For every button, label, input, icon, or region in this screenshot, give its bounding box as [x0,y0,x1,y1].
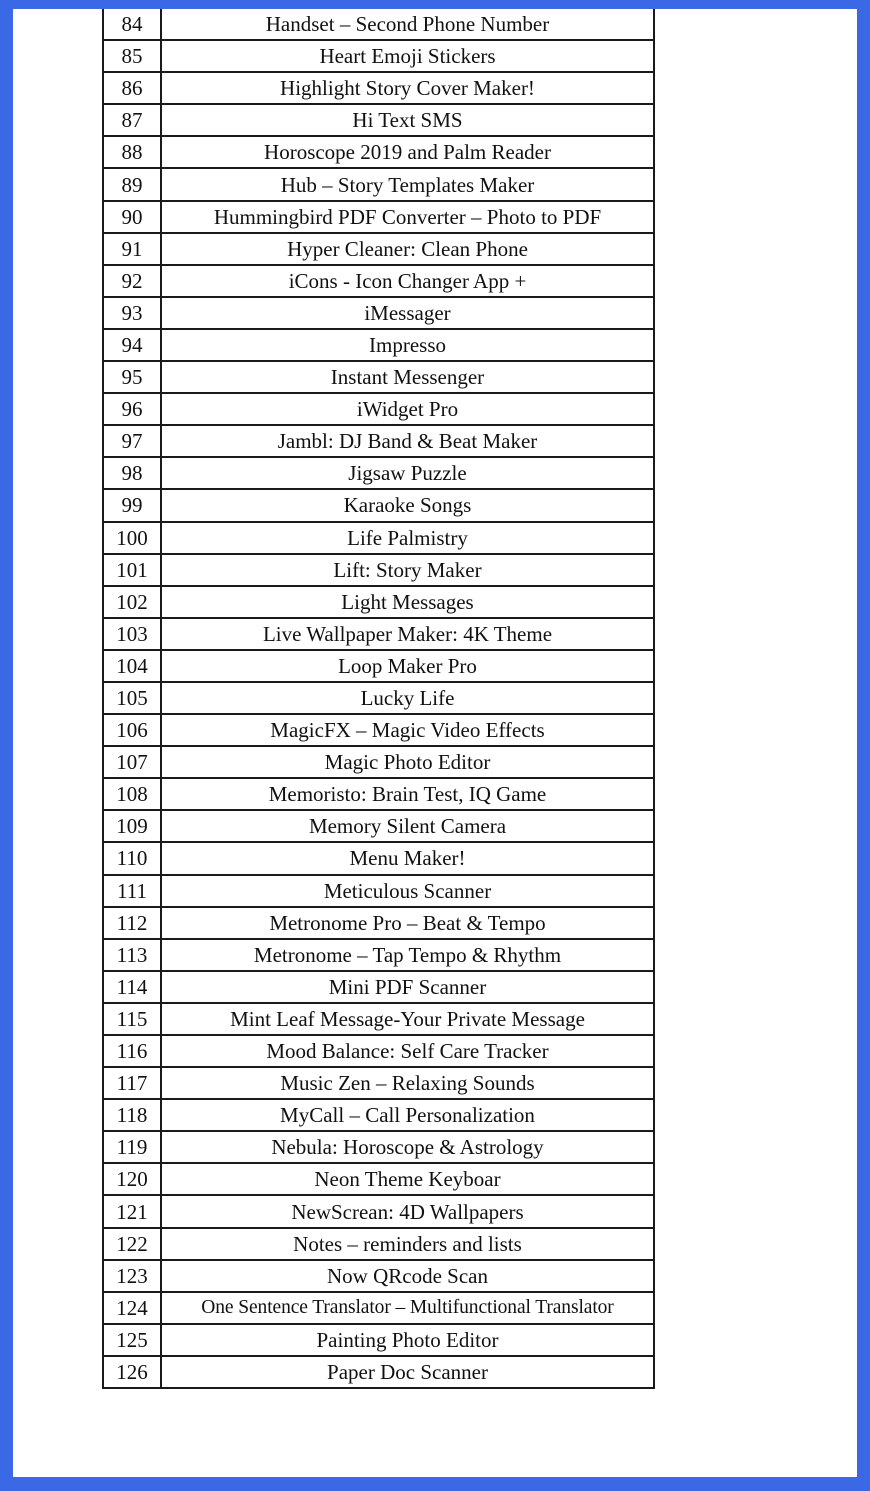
row-number: 102 [103,586,161,618]
row-number: 100 [103,522,161,554]
table-row [103,297,654,329]
app-name: Metronome – Tap Tempo & Rhythm [161,939,654,971]
table-row [103,746,654,778]
app-name: One Sentence Translator – Multifunctional Translator [161,1292,654,1324]
app-name: Loop Maker Pro [161,650,654,682]
table-row [103,682,654,714]
app-name: Nebula: Horoscope & Astrology [161,1131,654,1163]
app-name: Meticulous Scanner [161,875,654,907]
row-number: 112 [103,907,161,939]
table-row [103,714,654,746]
row-number: 87 [103,104,161,136]
app-name: Life Palmistry [161,522,654,554]
table-row [103,875,654,907]
row-number: 119 [103,1131,161,1163]
row-number: 91 [103,233,161,265]
table-row [103,233,654,265]
table-row [103,104,654,136]
app-name: Hub – Story Templates Maker [161,168,654,200]
app-name: Now QRcode Scan [161,1260,654,1292]
table-row [103,136,654,168]
table-row [103,778,654,810]
app-name: Instant Messenger [161,361,654,393]
app-name: Live Wallpaper Maker: 4K Theme [161,618,654,650]
app-list-table [102,9,655,1389]
app-name: Paper Doc Scanner [161,1356,654,1388]
app-name: Painting Photo Editor [161,1324,654,1356]
row-number: 114 [103,971,161,1003]
app-name: Impresso [161,329,654,361]
app-name: Mood Balance: Self Care Tracker [161,1035,654,1067]
table-row [103,1003,654,1035]
table-row [103,489,654,521]
table-row [103,1067,654,1099]
app-name: Magic Photo Editor [161,746,654,778]
table-row [103,40,654,72]
table-row [103,1131,654,1163]
app-name: iMessager [161,297,654,329]
app-name: Memory Silent Camera [161,810,654,842]
app-name: NewScrean: 4D Wallpapers [161,1195,654,1227]
row-number: 107 [103,746,161,778]
row-number: 121 [103,1195,161,1227]
row-number: 105 [103,682,161,714]
app-name: Notes – reminders and lists [161,1228,654,1260]
table-row [103,1035,654,1067]
row-number: 116 [103,1035,161,1067]
row-number: 115 [103,1003,161,1035]
table-row [103,9,654,40]
app-name: Memoristo: Brain Test, IQ Game [161,778,654,810]
table-row [103,907,654,939]
row-number: 86 [103,72,161,104]
table-row [103,425,654,457]
row-number: 117 [103,1067,161,1099]
row-number: 99 [103,489,161,521]
app-name: Mini PDF Scanner [161,971,654,1003]
app-name: iCons - Icon Changer App + [161,265,654,297]
row-number: 101 [103,554,161,586]
table-row [103,971,654,1003]
app-name: Jambl: DJ Band & Beat Maker [161,425,654,457]
table-row [103,1260,654,1292]
app-name: Lift: Story Maker [161,554,654,586]
app-name: iWidget Pro [161,393,654,425]
table-row [103,168,654,200]
app-name: Neon Theme Keyboar [161,1163,654,1195]
table-row [103,457,654,489]
row-number: 108 [103,778,161,810]
table-row [103,72,654,104]
app-name: Hi Text SMS [161,104,654,136]
table-row [103,265,654,297]
table-row [103,1324,654,1356]
table-row [103,1356,654,1388]
table-row [103,842,654,874]
row-number: 94 [103,329,161,361]
row-number: 84 [103,9,161,40]
row-number: 103 [103,618,161,650]
row-number: 85 [103,40,161,72]
app-name: Heart Emoji Stickers [161,40,654,72]
table-row [103,522,654,554]
app-name: Music Zen – Relaxing Sounds [161,1067,654,1099]
row-number: 124 [103,1292,161,1324]
row-number: 97 [103,425,161,457]
app-name: Lucky Life [161,682,654,714]
row-number: 120 [103,1163,161,1195]
table-row [103,1292,654,1324]
app-name: Horoscope 2019 and Palm Reader [161,136,654,168]
table-row [103,1163,654,1195]
table-row [103,1195,654,1227]
app-name: MagicFX – Magic Video Effects [161,714,654,746]
row-number: 111 [103,875,161,907]
app-name: Hyper Cleaner: Clean Phone [161,233,654,265]
table-row [103,329,654,361]
row-number: 123 [103,1260,161,1292]
row-number: 104 [103,650,161,682]
row-number: 92 [103,265,161,297]
row-number: 95 [103,361,161,393]
row-number: 98 [103,457,161,489]
app-name: Metronome Pro – Beat & Tempo [161,907,654,939]
app-name: Light Messages [161,586,654,618]
row-number: 126 [103,1356,161,1388]
app-name: Mint Leaf Message-Your Private Message [161,1003,654,1035]
table-row [103,939,654,971]
table-row [103,1228,654,1260]
app-name: Highlight Story Cover Maker! [161,72,654,104]
table-row [103,554,654,586]
row-number: 90 [103,201,161,233]
row-number: 113 [103,939,161,971]
table-row [103,361,654,393]
app-name: Hummingbird PDF Converter – Photo to PDF [161,201,654,233]
row-number: 89 [103,168,161,200]
table-row [103,1099,654,1131]
row-number: 125 [103,1324,161,1356]
row-number: 122 [103,1228,161,1260]
row-number: 88 [103,136,161,168]
table-row [103,810,654,842]
row-number: 93 [103,297,161,329]
row-number: 110 [103,842,161,874]
row-number: 96 [103,393,161,425]
table-row [103,650,654,682]
table-row [103,618,654,650]
row-number: 109 [103,810,161,842]
table-row [103,393,654,425]
app-name: MyCall – Call Personalization [161,1099,654,1131]
app-name: Jigsaw Puzzle [161,457,654,489]
table-row [103,586,654,618]
app-name: Menu Maker! [161,842,654,874]
table-body [103,9,654,1388]
row-number: 118 [103,1099,161,1131]
app-name: Handset – Second Phone Number [161,9,654,40]
table-row [103,201,654,233]
row-number: 106 [103,714,161,746]
app-name: Karaoke Songs [161,489,654,521]
